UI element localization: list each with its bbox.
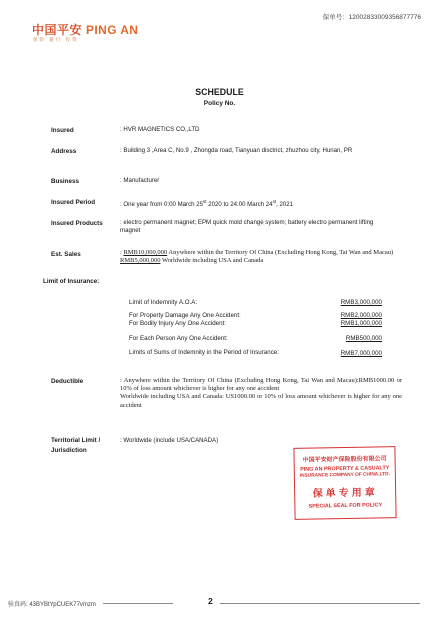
insured-period-label: Insured Period	[51, 199, 96, 206]
logo-english-text: PING AN	[86, 23, 139, 37]
est-sales-label: Est. Sales	[51, 251, 81, 258]
company-seal-stamp	[293, 446, 396, 520]
limit-person-value: RMB500,000	[345, 335, 382, 342]
business-value: : Manufacturer	[120, 177, 160, 184]
deductible-value: : Anywhere within the Territory Of China (Excluding Hong Kong, Tai Wan and Macau):RMB1000.00 or 10% of loss amount whichever is higher for any one accident Worldwide including USA and Canada: US1000.00 or 10% of loss amount whichever is higher for any one accident	[120, 377, 402, 409]
deductible-label: Deductible	[51, 378, 84, 385]
est-sales-value: : RMB10,000,000 Anywhere within the Territory Of China (Excluding Hong Kong, Tai Wan and Macau) RMB5,000,000 Worldwide including USA and Canada	[120, 249, 394, 265]
sales-china-amount: RMB10,000,000	[123, 249, 168, 256]
limit-property-label: For Property Damage Any One Accident:	[129, 312, 241, 319]
document-title: SCHEDULE	[195, 87, 244, 97]
business-label: Business	[51, 178, 79, 185]
policy-reference-number: 保单号：12002833009356877776	[322, 14, 421, 21]
page-number: 2	[208, 596, 213, 606]
address-value: : Building 3 ,Area C, No.9 , Zhongda road, Tianyuan disctrict, zhuzhou city, Hunan, PR	[120, 147, 353, 154]
stamp-seal-en: SPECIAL SEAL FOR POLICY	[308, 502, 383, 510]
limit-of-insurance-heading: Limit of Insurance:	[43, 278, 100, 285]
territorial-limit-value: : Worldwide (include USA/CANADA)	[120, 437, 219, 444]
limit-property-value: RMB2,000,000	[340, 312, 382, 319]
footer-divider-left	[103, 603, 173, 604]
limit-aoa-value: RMB3,000,000	[340, 299, 382, 306]
stamp-company-cn: 中国平安财产保险股份有限公司	[302, 456, 387, 464]
sales-worldwide-amount: RMB5,000,000	[120, 257, 161, 265]
stamp-company-en-1: PING AN PROPERTY & CASUALTY	[300, 465, 390, 473]
territorial-limit-label: Territorial Limit /	[51, 437, 101, 444]
limit-bodily-label: For Bodily Injury Any One Accident:	[129, 320, 226, 327]
insured-period-value: : One year from 0:00 March 25st 2020 to 24:00 March 24st, 2021	[120, 199, 294, 209]
limit-period-value: RMB7,000,000	[340, 350, 382, 357]
logo-tagline: 保险 银行 投资	[33, 37, 79, 42]
address-label: Address	[51, 148, 77, 155]
limit-period-label: Limits of Sums of Indemnity in the Period of Insurance:	[129, 349, 279, 356]
jurisdiction-label: Jurisdiction	[51, 447, 87, 454]
limit-aoa-label: Limit of Indemnity A.O.A:	[129, 299, 198, 306]
insured-products-value: : electro permanent magnet; EPM quick mold change system; battery electro permanent lifting magnet	[120, 219, 374, 234]
insured-products-label: Insured Products	[51, 220, 103, 227]
insured-value: : HVR MAGNETICS CO.,LTD	[120, 126, 200, 133]
stamp-seal-cn: 保单专用章	[312, 487, 378, 500]
document-subtitle: Policy No.	[203, 100, 236, 107]
insured-label: Insured	[51, 127, 74, 134]
limit-bodily-value: RMB1,000,000	[340, 320, 382, 327]
stamp-company-en-2: INSURANCE COMPANY OF CHINA,LTD.	[299, 472, 390, 479]
logo-chinese-text: 中国平安	[32, 23, 83, 37]
verification-code: 验真码: 43BYBtYpCUEK77vmzm	[8, 602, 96, 608]
limit-person-label: For Each Person Any One Accident:	[129, 335, 228, 342]
footer-divider-right	[220, 603, 420, 604]
